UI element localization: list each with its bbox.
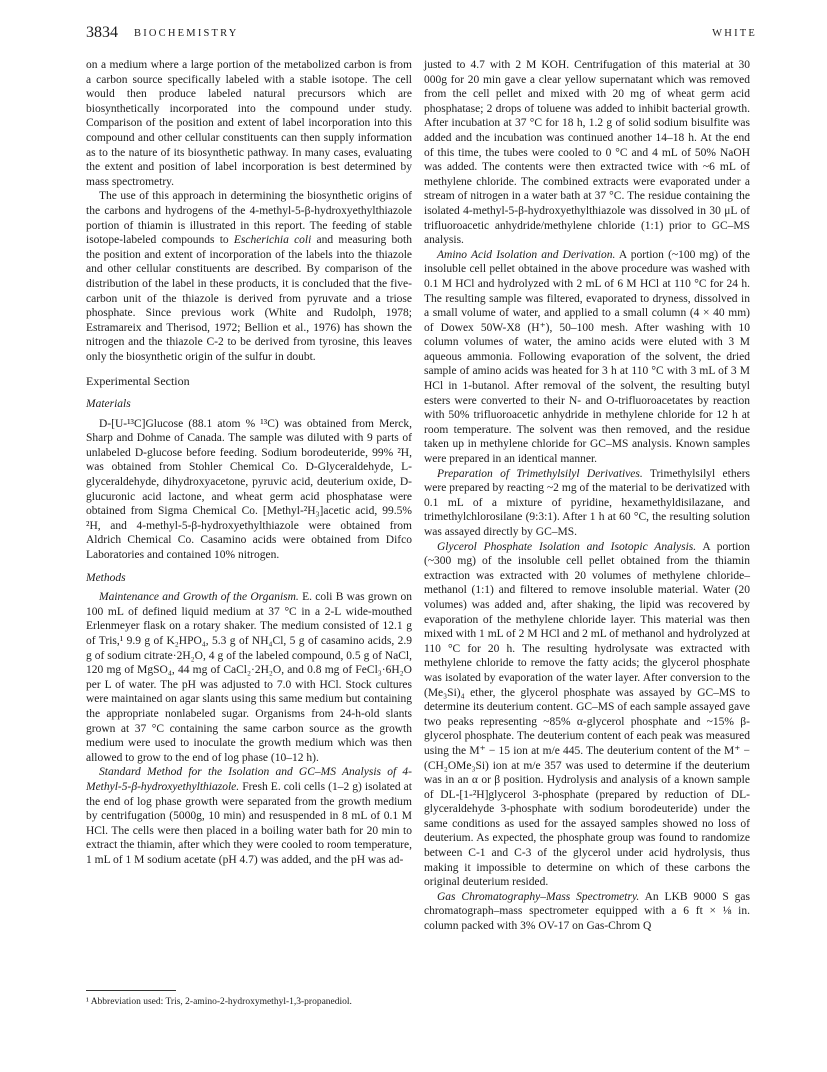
journal-name: BIOCHEMISTRY [134,28,239,39]
maintenance-paragraph: Maintenance and Growth of the Organism. E. coli B was grown on 100 mL of defined liquid medium at 37 °C in a 2-L wide-mouthed Erlenmeyer flask on a rotary shaker. The medium consisted of 12.1 g of Tris,¹ 9.9 g of K₂HPO₄, 5.3 g of NH₄Cl, 5 g of casamino acids, 2.9 g of sodium citrate·2H₂O, 4 g of the labeled compound, 0.5 g of NaCl, 120 mg of MgSO₄, 44 mg of CaCl₂·2H₂O, and 0.8 mg of FeCl₃·6H₂O per L of water. The pH was adjusted to 7.0 with HCl. Stock cultures were maintained on agar slants using this same medium but containing the appropriate nonlabeled sugar. Organisms from 24-h-old slants grown at 37 °C containing the same carbon source as the growth medium were used to inoculate the growth medium which was then allowed to grow to the end of log phase (10–12 h). [86,591,412,764]
trimethylsilyl-paragraph: Preparation of Trimethylsilyl Derivatives. Trimethylsilyl ethers were prepared by reacting ~2 mg of the material to be derivatized with 0.1 mL of a mixture of pyridine, hexamethyldisilazane, and trimethylchlorosilane (9:3:1). After 1 h at 60 °C, the resulting solution was assayed directly by GC–MS. [424,467,750,538]
amino-acid-paragraph: Amino Acid Isolation and Derivation. A portion (~100 mg) of the insoluble cell pellet obtained in the above procedure was washed with 0.1 M HCl and hydrolyzed with 2 mL of 6 M HCl at 110 °C for 24 h. The resulting sample was filtered, evaporated to dryness, dissolved in a small volume of water, and applied to a small column (4 × 40 mm) of Dowex 50W-X8 (H⁺), 50–100 mesh. After washing with 10 column volumes of water, the amino acids were eluted with 3 M aqueous ammonia. Following evaporation of the solvent, the dried sample of amino acids was heated for 3 h at 110 °C with 3 mL of 3 M HCl in 1-butanol. After removal of the solvent, the resulting butyl esters were converted to their N- and O-trifluoroacetates by reaction with 50% trifluoroacetic anhydride in methylene chloride for 12 h at room temperature. The solvent was then removed, and the residue taken up in methylene chloride for GC–MS analysis. Known samples were prepared in an identical manner. [424,248,750,466]
approach-paragraph: The use of this approach in determining the biosynthetic origins of the carbons and hydrogens of the 4-methyl-5-β-hydroxyethylthiazole portion of thiamin is illustrated in this report. The feeding of stable isotope-labeled compounds to Escherichia coli and measuring both the position and extent of incorporation of the labels into the thiazole and other cellular constituents are described. By comparison of the distribution of the label in these products, it is concluded that the five-carbon unit of the thiazole is derived from pyruvate and a triose phosphate. Since previous work (White and Rudolph, 1978; Estramareix and Therisod, 1972; Bellion et al., 1976) has shown the nitrogen and the thiazole C-2 to be derived from tyrosine, this leaves only the biosynthetic origin of the sulfur in doubt. [86,190,412,363]
experimental-section-heading: Experimental Section [86,374,190,389]
footnote: ¹ Abbreviation used: Tris, 2-amino-2-hydroxymethyl-1,3-propanediol. [86,997,352,1007]
maintenance-run-in-heading: Maintenance and Growth of the Organism. [99,591,299,604]
organism-name: Escherichia coli [233,234,312,247]
materials-heading: Materials [86,398,131,411]
page-number: 3834 [86,24,118,41]
footnote-rule [86,990,176,991]
right-column [424,58,750,934]
standard-method-paragraph: Standard Method for the Isolation and GC–MS Analysis of 4-Methyl-5-β-hydroxyethylthiazole. Fresh E. coli cells (1–2 g) isolated at the end of log phase growth were separated from the growth medium by centrifugation (5000g, 10 min) and resuspended in 8 mL of 0.1 M HCl. The cells were then placed in a boiling water bath for 20 min to extract the thiamin, after which they were cooled to room temperature, 1 mL of 1 M sodium acetate (pH 4.7) was added, and the pH was ad- [86,766,412,866]
trimethylsilyl-run-in-heading: Preparation of Trimethylsilyl Derivatives. [437,467,643,480]
continuation-paragraph: justed to 4.7 with 2 M KOH. Centrifugation of this material at 30 000g for 20 min gave a clear yellow supernatant which was removed from the cell pellet and mixed with 20 mg of wheat germ acid phosphatase; 2 drops of toluene was added to inhibit bacterial growth. After incubation at 37 °C for 18 h, 1.2 g of solid sodium bisulfite was added and the incubation was continued another 14–18 h. At the end of this time, the tubes were cooled to 0 °C and 4 mL of 50% NaOH was added. The contents were then extracted twice with ~6 mL of methylene chloride. The combined extracts were evaporated under a stream of nitrogen in a water bath at 37 °C. The residue containing the isolated 4-methyl-5-β-hydroxyethylthiazole was dissolved in 30 μL of trifluoroacetic anhydride/methylene chloride (1:1) prior to GC–MS analysis. [424,59,750,247]
methods-heading: Methods [86,571,126,584]
standard-method-run-in-heading: Standard Method for the Isolation and GC–MS Analysis of 4-Methyl-5-β-hydroxyethylthiazole. [86,766,412,793]
glycerol-phosphate-paragraph: Glycerol Phosphate Isolation and Isotopic Analysis. A portion (~300 mg) of the insoluble cell pellet obtained from the thiamin extraction was extracted with 20 volumes of methylene chloride–methanol (1:1) and filtered to remove insoluble material. Water (20 volumes) was added and, after shaking, the lipid was recovered by evaporation of the methylene chloride layer. This material was then mixed with 1 mL of 2 M HCl and 2 mL of methanol and hydrolyzed at 110 °C for 20 h. The resulting hydrolysate was extracted with methylene chloride to remove the fatty acids; the glycerol phosphate was isolated by evaporation of the water layer. After conversion to the (Me₃Si)₄ ether, the glycerol phosphate was assayed by GC–MS to determine its deuterium content. GC–MS of each sample assayed gave two peaks representing ~85% α-glycerol phosphate and ~15% β-glycerol phosphate. The deuterium content of each peak was measured using the M⁺ − 15 ion at m/e 445. The deuterium content of the M⁺ − (CH₂OMe₃Si) ion at m/e 357 was used to determine if the deuterium was in an α or β position. Hydrolysis and analysis of a known sample of DL-[1-²H]glycerol 3-phosphate (prepared by reduction of DL-glyceraldehyde 3-phosphate with sodium borodeuteride) under the same conditions as used for the assayed samples showed no loss of deuterium. As expected, the phosphate group was found to randomize between C-1 and C-3 of the glycerol under acid hydrolysis, thus making it impossible to determine on which of these carbons the original deuterium resided. [424,540,750,889]
intro-paragraph: on a medium where a large portion of the metabolized carbon is from a carbon source specifically labeled with a stable isotope. The cell would then produce labeled natural precursors which are biosynthetically incorporated into the compound under study. Comparison of the position and extent of label incorporation into this compound and other cellular constituents can then supply information as to the nature of its biosynthetic pathway. In many cases, evaluating the extent and position of label incorporation is best determined by mass spectrometry. [86,59,412,188]
left-column [86,58,412,867]
glycerol-phosphate-run-in-heading: Glycerol Phosphate Isolation and Isotopic Analysis. [437,540,697,553]
gc-ms-run-in-heading: Gas Chromatography–Mass Spectrometry. [437,890,640,903]
gc-ms-paragraph: Gas Chromatography–Mass Spectrometry. An LKB 9000 S gas chromatograph–mass spectrometer equipped with a 6 ft × ⅛ in. column packed with 3% OV-17 on Gas-Chrom Q [424,890,750,933]
materials-paragraph: D-[U-¹³C]Glucose (88.1 atom % ¹³C) was obtained from Merck, Sharp and Dohme of Canada. The sample was diluted with 9 parts of unlabeled D-glucose before feeding. Sodium borodeuteride, 99% ²H, was obtained from Stohler Chemical Co. D-Glyceraldehyde, L-glyceraldehyde, dihydroxyacetone, pyruvic acid, deuterium oxide, D-glucuronic acid lactone, and wheat germ acid phosphatase were obtained from Sigma Chemical Co. [Methyl-²H₃]acetic acid, 99.5% ²H, and 4-methyl-5-β-hydroxyethylthiazole were obtained from Aldrich Chemical Co. Casamino acids were obtained from Difco Laboratories and contained 10% nitrogen. [86,417,412,561]
amino-acid-run-in-heading: Amino Acid Isolation and Derivation. [437,248,616,261]
author-name: WHITE [712,28,757,39]
running-head [86,24,757,44]
